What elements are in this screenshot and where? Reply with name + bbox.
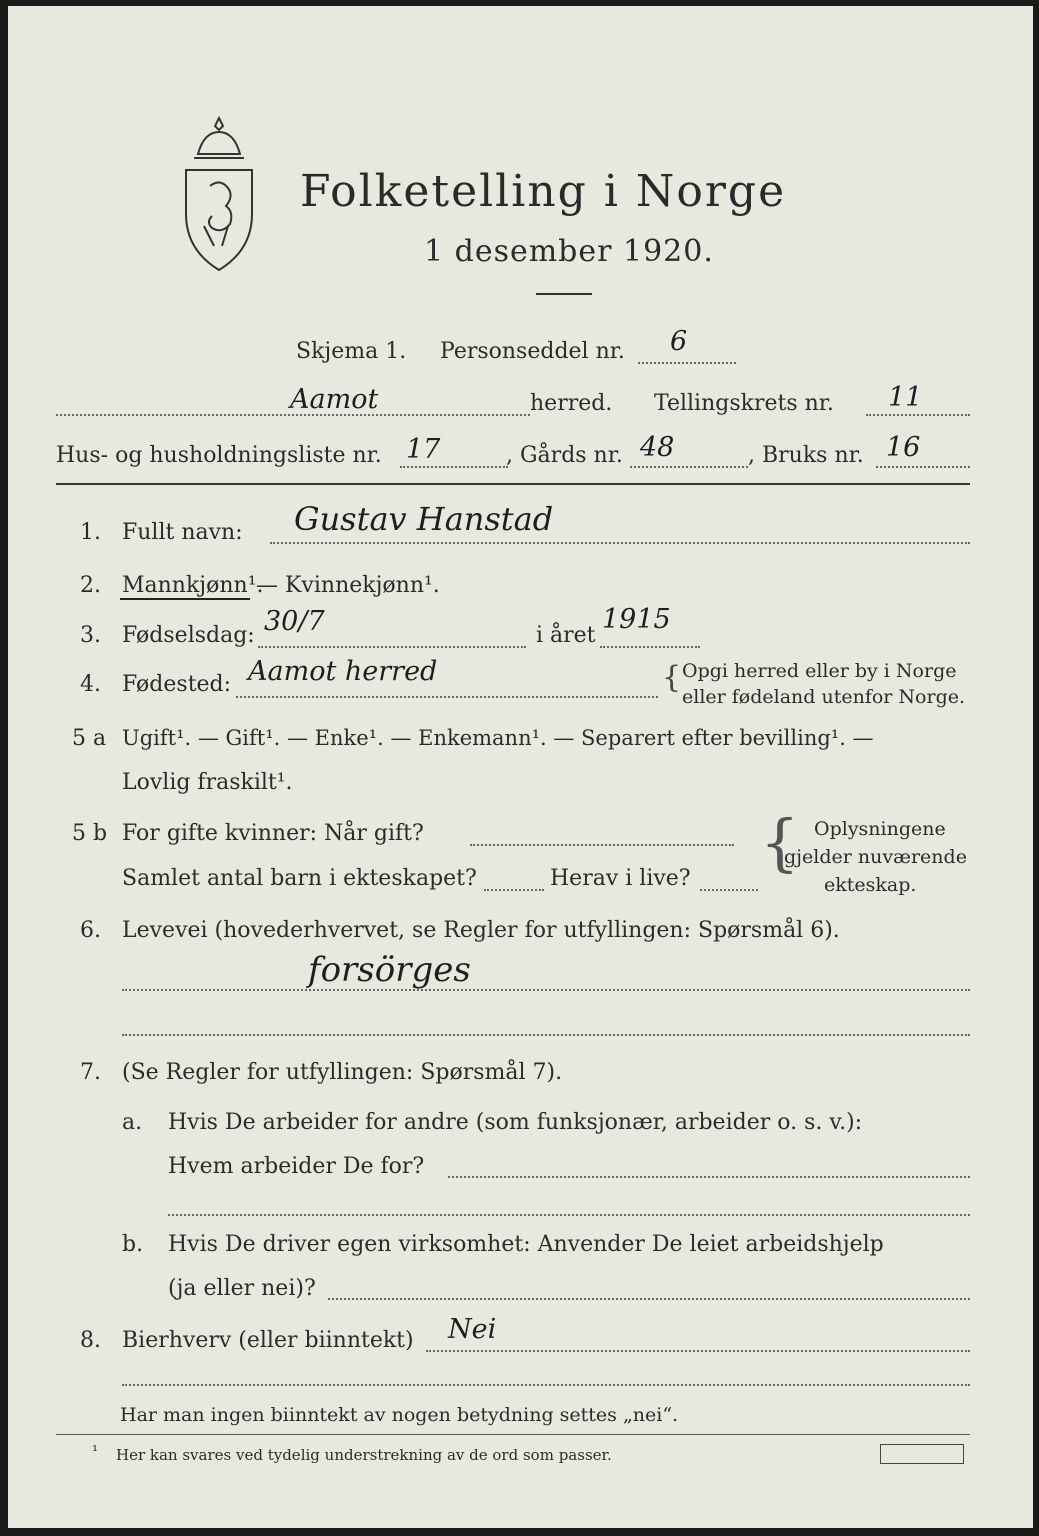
tellingskrets-label: Tellingskrets nr. [654,391,834,416]
q7-label: (Se Regler for utfyllingen: Spørsmål 7). [122,1060,563,1085]
footer-note: Har man ingen biinntekt av nogen betydning settes „nei“. [120,1404,679,1426]
q2-female-option: — Kvinnekjønn¹. [256,573,440,598]
q5b-children-alive: Herav i live? [550,866,691,891]
q4-number: 4. [80,672,101,697]
gards-label: , Gårds nr. [506,443,623,468]
personseddel-dotline [638,362,736,364]
q4-note-line1: Opgi herred eller by i Norge [682,660,957,682]
q6-value: forsörges [308,950,471,990]
q3-year-label: i året [536,623,596,648]
q7a-line2: Hvem arbeider De for? [168,1154,425,1179]
herred-value: Aamot [290,384,379,415]
q5a-options-line1: Ugift¹. — Gift¹. — Enke¹. — Enkemann¹. — Separert efter bevilling¹. — [122,726,874,750]
q8-dotline2 [122,1384,970,1386]
census-form [8,6,1033,1528]
q7-number: 7. [80,1060,101,1085]
norwegian-coat-of-arms-icon [176,114,262,274]
q7b-line2: (ja eller nei)? [168,1276,316,1301]
q1-value: Gustav Hanstad [294,500,554,538]
q1-dotline [270,542,970,544]
gards-dotline [630,466,748,468]
q3-label: Fødselsdag: [122,623,255,648]
q8-number: 8. [80,1328,101,1353]
q7b-dotline [328,1298,970,1300]
title-divider [536,293,592,295]
husliste-label: Hus- og husholdningsliste nr. [56,443,382,468]
form-title: Folketelling i Norge [300,166,787,217]
q5a-options-line2: Lovlig fraskilt¹. [122,770,293,795]
husliste-value: 17 [406,434,441,465]
skjema-label: Skjema 1. [296,339,407,364]
q8-label: Bierhverv (eller biinntekt) [122,1328,414,1353]
herred-label: herred. [530,391,613,416]
q5b-married-when-dotline [470,844,734,846]
q3-year-value: 1915 [602,604,671,635]
q8-dotline1 [426,1350,970,1352]
footer-divider [56,1434,970,1435]
q7a-dotline1 [448,1176,970,1178]
q6-label: Levevei (hovederhvervet, se Regler for utfyllingen: Spørsmål 6). [122,918,840,943]
q2-number: 2. [80,573,101,598]
q1-label: Fullt navn: [122,520,243,545]
q4-dotline [236,696,658,698]
q6-number: 6. [80,918,101,943]
gards-value: 48 [640,432,675,463]
q7a-line1: Hvis De arbeider for andre (som funksjonær, arbeider o. s. v.): [168,1110,863,1135]
q1-number: 1. [80,520,101,545]
tellingskrets-dotline [866,414,970,416]
q3-year-dotline [600,646,700,648]
q7b-line1: Hvis De driver egen virksomhet: Anvender De leiet arbeidshjelp [168,1232,884,1257]
q6-dotline2 [122,1034,970,1036]
q5b-note-brace: { [760,806,800,879]
personseddel-label: Personseddel nr. [440,339,625,364]
q3-value: 30/7 [264,606,325,637]
q5b-note-line2: gjelder nuværende [784,846,967,868]
header-divider [56,483,970,485]
bruks-label: , Bruks nr. [748,443,864,468]
q5b-number: 5 b [72,821,108,846]
q4-note-line2: eller fødeland utenfor Norge. [682,686,966,708]
form-subtitle: 1 desember 1920. [424,234,714,269]
tellingskrets-value: 11 [888,382,923,413]
personseddel-value: 6 [670,326,688,357]
footnote-mark: ¹ [92,1442,99,1460]
q3-number: 3. [80,623,101,648]
q2-male-underline [120,598,250,600]
q4-label: Fødested: [122,672,232,697]
printer-stamp-icon [880,1444,964,1464]
q4-value: Aamot herred [248,656,438,687]
q5b-children-total-dotline [484,889,544,891]
q8-value: Nei [448,1314,497,1345]
q2-male-option: Mannkjønn¹. [122,573,264,598]
q5b-note-line1: Oplysningene [814,818,946,840]
q6-dotline1 [122,989,970,991]
bruks-dotline [876,466,970,468]
q4-note-brace: { [662,660,682,695]
q3-dotline [258,646,526,648]
q5b-children-alive-dotline [700,889,758,891]
q5b-note-line3: ekteskap. [824,874,917,896]
q5b-married-when: For gifte kvinner: Når gift? [122,821,424,846]
footnote-text: Her kan svares ved tydelig understrekning av de ord som passer. [116,1446,612,1464]
q7a-dotline2 [168,1214,970,1216]
bruks-value: 16 [886,432,921,463]
q5a-number: 5 a [72,726,107,751]
q5b-children-total: Samlet antal barn i ekteskapet? [122,866,477,891]
husliste-dotline [400,466,508,468]
q7b-letter: b. [122,1232,144,1257]
q7a-letter: a. [122,1110,143,1135]
